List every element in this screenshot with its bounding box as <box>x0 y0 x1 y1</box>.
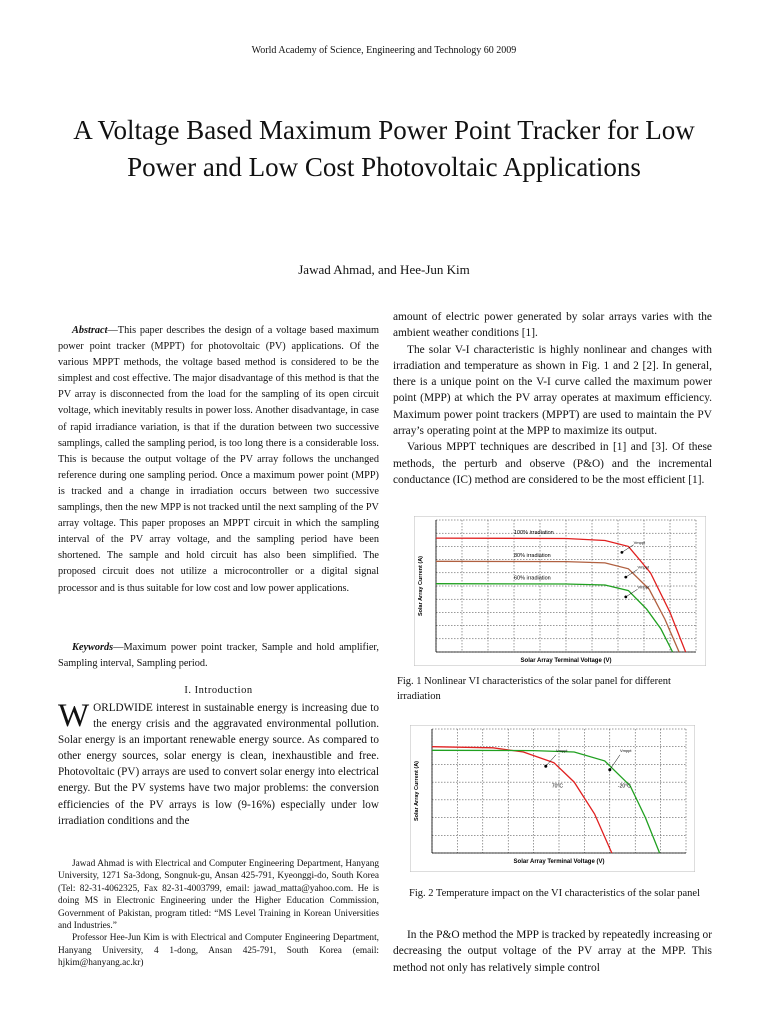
figure-2-caption: Fig. 2 Temperature impact on the VI characteristics of the solar panel <box>408 888 701 899</box>
annotation-60-irradiation: 60% irradiation <box>514 575 551 582</box>
introduction-text: ORLDWIDE interest in sustainable energy is increasing due to the energy crisis and the aggravated environmental pollution. Solar energy is an important renewable energy source. As compared to other energy sources, solar energy is clean, inexhaustible and free. Photovoltaic (PV) arrays are used to convert solar energy into electrical energy. But the PV systems have two major problems: the conversion efficiencies of the PV arrays is low (9-16%) especially under low irradiation conditions and the <box>58 702 379 827</box>
introduction-body <box>58 700 379 829</box>
mpp-label: Vmppt <box>637 564 650 570</box>
keywords <box>58 640 379 672</box>
mpp-label: Vmppt <box>555 748 568 754</box>
annotation-70c: 70°C <box>551 783 564 790</box>
right-column-top <box>393 309 712 488</box>
right-para-4: In the P&O method the MPP is tracked by repeatedly increasing or decreasing the output voltage of the PV array at the MPP. This method not only has relatively simple control <box>393 929 712 974</box>
mpp-label: Vmppt <box>637 584 650 590</box>
x-axis-label: Solar Array Terminal Voltage (V) <box>513 859 605 865</box>
footnote-1: Jawad Ahmad is with Electrical and Computer Engineering Department, Hanyang University, 1271 Sa-3dong, Songnuk-gu, Ansan 425-791, Kyeonggi-do, South Korea (Tel: 82-31-4062325, Fax 82-31-4003799, email: jawad_matta@yahoo.com. He is doing MS in Electronic Engineering under the Higher Education Commission, Government of Pakistan, program titled: “MS Level Training in Korean Universities and Industries.” <box>58 859 379 932</box>
x-axis-label: Solar Array Terminal Voltage (V) <box>520 658 612 664</box>
keywords-text: —Maximum power point tracker, Sample and hold amplifier, Sampling interval, Sampling period. <box>58 642 379 670</box>
journal-header: World Academy of Science, Engineering and Technology 60 2009 <box>251 45 517 56</box>
right-para-2: The solar V-I characteristic is highly nonlinear and changes with irradiation and temperature as shown in Fig. 1 and 2 [2]. In general, there is a unique point on the V-I curve called the maximum power point (MPP) at which the PV array operates at maximum efficiency. Maximum power point trackers (MPPT) are used to maintain the PV array’s operating point at the MPP to maximize its output. <box>393 343 712 438</box>
dropcap: W <box>58 698 90 734</box>
annotation-80-irradiation: 80% irradiation <box>514 552 551 559</box>
mpp-label: Vmppt <box>619 748 632 754</box>
right-column-bottom <box>393 927 712 976</box>
right-para-3: Various MPPT techniques are described in [1] and [3]. Of these methods, the perturb and observe (P&O) and the incremental conductance (IC) method are considered to be the most efficient [1]. <box>393 441 712 486</box>
abstract-text: —This paper describes the design of a voltage based maximum power point tracker (MPPT) for photovoltaic (PV) applications. Of the various MPPT methods, the voltage based method is considered to be the simplest and cost effective. The major disadvantage of this method is that the PV array is disconnected from the load for the sampling of its open circuit voltage, which inevitably results in power loss. Another disadvantage, in case of rapid irradiance variation, is that if the duration between two successive samplings, called the sampling period, is too long there is a considerable loss. This is because the output voltage of the PV array follows the unchanged reference during one sampling period. Once a maximum power point (MPP) is tracked and a change in irradiation occurs between two successive samplings, then the new MPP is not tracked until the next sampling of the PV array voltage. This paper proposes an MPPT circuit in which the sampling interval of the PV array voltage, and the sampling period have been shortened. The sample and hold circuit has also been simplified. The proposed circuit does not utilize a microcontroller or a digital signal processor and is thus suitable for low cost and low power applications. <box>58 325 379 594</box>
section-heading-introduction: I. Introduction <box>184 685 253 696</box>
figure-1-caption: Fig. 1 Nonlinear VI characteristics of the solar panel for different irradiation <box>397 676 671 702</box>
figure-1-chart <box>414 516 706 666</box>
keywords-label: Keywords <box>72 642 114 653</box>
paper-authors: Jawad Ahmad, and Hee-Jun Kim <box>298 262 470 277</box>
y-axis-label: Solar Array Current (A) <box>414 760 420 822</box>
footnotes <box>58 858 379 970</box>
right-para-1: amount of electric power generated by solar arrays varies with the ambient weather conditions [1]. <box>393 311 712 340</box>
footnote-2: Professor Hee-Jun Kim is with Electrical and Computer Engineering Department, Hanyang University, 4 1-dong, Ansan 425-791, South Korea (email: hjkim@hanyang.ac.kr) <box>58 933 379 969</box>
figure-2-chart <box>410 725 695 872</box>
y-axis-label: Solar Array Current (A) <box>418 555 424 617</box>
annotation-100-irradiation: 100% irradiation <box>514 529 554 536</box>
mpp-label: Vmppt <box>633 539 646 545</box>
mpp-point <box>608 768 611 771</box>
paper-title: A Voltage Based Maximum Power Point Tracker for Low Power and Low Cost Photovoltaic Applications <box>73 115 695 182</box>
abstract-label: Abstract <box>72 325 108 336</box>
abstract <box>58 323 379 597</box>
annotation-minus-20c: -20°C <box>617 783 631 790</box>
